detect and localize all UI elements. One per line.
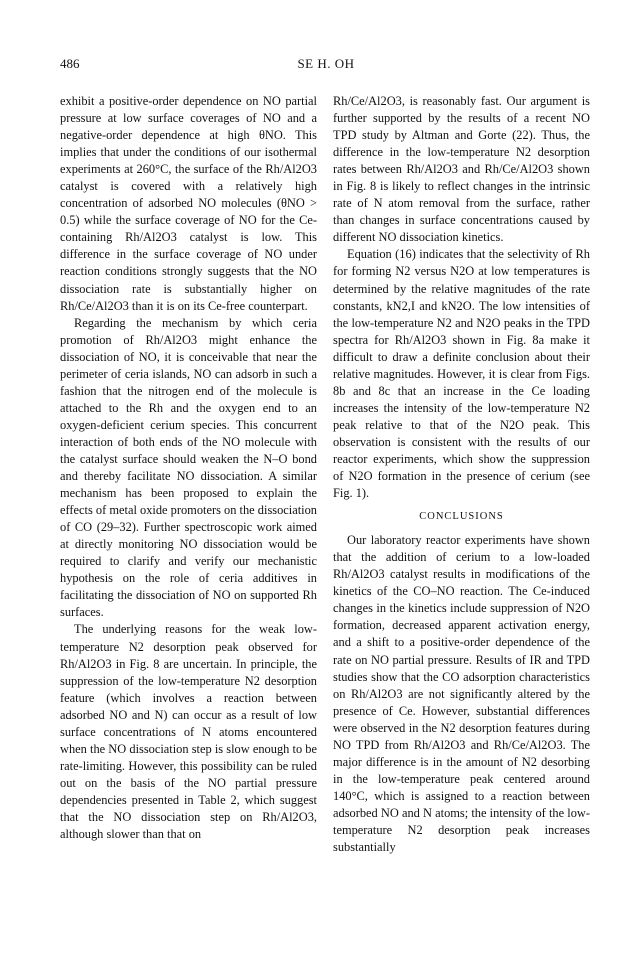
left-column	[60, 93, 317, 843]
paragraph: Equation (16) indicates that the selectivity of Rh for forming N2 versus N2O at low temperatures is determined by the relative magnitudes of the rate constants, kN2,I and kN2O. The low intensities of the low-temperature N2 and N2O peaks in the TPD spectra for Rh/Al2O3 shown in Fig. 8a make it difficult to draw a definite conclusion about their relative magnitudes. However, it is clear from Figs. 8b and 8c that an increase in the Ce loading increases the intensity of the low-temperature N2 peak relative to that of the N2O peak. This observation is consistent with the results of our reactor experiments, which show the suppression of N2O formation in the presence of cerium (see Fig. 1).	[333, 247, 590, 501]
paragraph: The underlying reasons for the weak low-temperature N2 desorption peak observed for Rh/Al2O3 in Fig. 8 are uncertain. In principle, the suppression of the low-temperature N2 desorption feature (which involves a reaction between adsorbed NO and N) can occur as a result of low surface concentrations of N atoms encountered when the NO dissociation step is slow enough to be rate-limiting. However, this possibility can be ruled out on the basis of the NO partial pressure dependencies presented in Table 2, which suggest that the NO dissociation step on Rh/Al2O3, although slower than that on	[60, 622, 317, 842]
paragraph: exhibit a positive-order dependence on NO partial pressure at low surface coverages of NO and a negative-order dependence at high θNO. This implies that under the conditions of our isothermal experiments at 260°C, the surface of the Rh/Al2O3 catalyst is covered with a relatively high concentration of adsorbed NO molecules (θNO > 0.5) while the surface coverage of NO for the Ce-containing Rh/Al2O3 catalyst is low. This difference in the surface coverage of NO under reaction conditions strongly suggests that the NO dissociation rate is substantially higher on Rh/Ce/Al2O3 than it is on its Ce-free counterpart.	[60, 94, 317, 313]
paragraph: Rh/Ce/Al2O3, is reasonably fast. Our argument is further supported by the results of a recent NO TPD study by Altman and Gorte (22). Thus, the difference in the low-temperature N2 desorption rates between Rh/Al2O3 and Rh/Ce/Al2O3 shown in Fig. 8 is likely to reflect changes in the intrinsic rate of N atom removal from the surface, rather than changes in surface concentrations caused by different NO dissociation kinetics.	[333, 94, 590, 245]
running-head	[60, 56, 592, 74]
section-heading-conclusions: CONCLUSIONS	[419, 511, 504, 523]
paragraph: Our laboratory reactor experiments have shown that the addition of cerium to a low-loaded Rh/Al2O3 catalyst results in modifications of the kinetics of the CO–NO reaction. The Ce-induced changes in the kinetics include suppression of N2O formation, decreased apparent activation energy, and a shift to a positive-order dependence of the rate on NO partial pressure. Results of IR and TPD studies show that the CO adsorption characteristics on Rh/Al2O3 are not significantly altered by the presence of Ce. However, substantial differences were observed in the N2 desorption features during NO TPD from Rh/Al2O3 and Rh/Ce/Al2O3. The major difference is in the amount of N2 desorbing in the low-temperature peak centered around 140°C, which is assigned to a reaction between adsorbed NO and N atoms; the intensity of the low-temperature N2 desorption peak increases substantially	[333, 533, 590, 855]
running-title: SE H. OH	[297, 56, 355, 71]
right-column	[333, 93, 590, 856]
page-number: 486	[60, 56, 80, 71]
paragraph: Regarding the mechanism by which ceria promotion of Rh/Al2O3 might enhance the dissociation of NO, it is conceivable that near the perimeter of ceria islands, NO can adsorb in such a fashion that the nitrogen end of the molecule is attached to the Rh and the oxygen end to an oxygen-deficient cerium species. This concurrent interaction of both ends of the NO molecule with the catalyst surface should weaken the N–O bond and thereby facilitate NO dissociation. A similar mechanism has been proposed to explain the effects of metal oxide promoters on the dissociation of CO (29–32). Further spectroscopic work aimed at directly monitoring NO dissociation would be required to clarify and verify our mechanistic hypothesis on the role of ceria additives in facilitating the dissociation of NO on supported Rh surfaces.	[60, 315, 317, 620]
